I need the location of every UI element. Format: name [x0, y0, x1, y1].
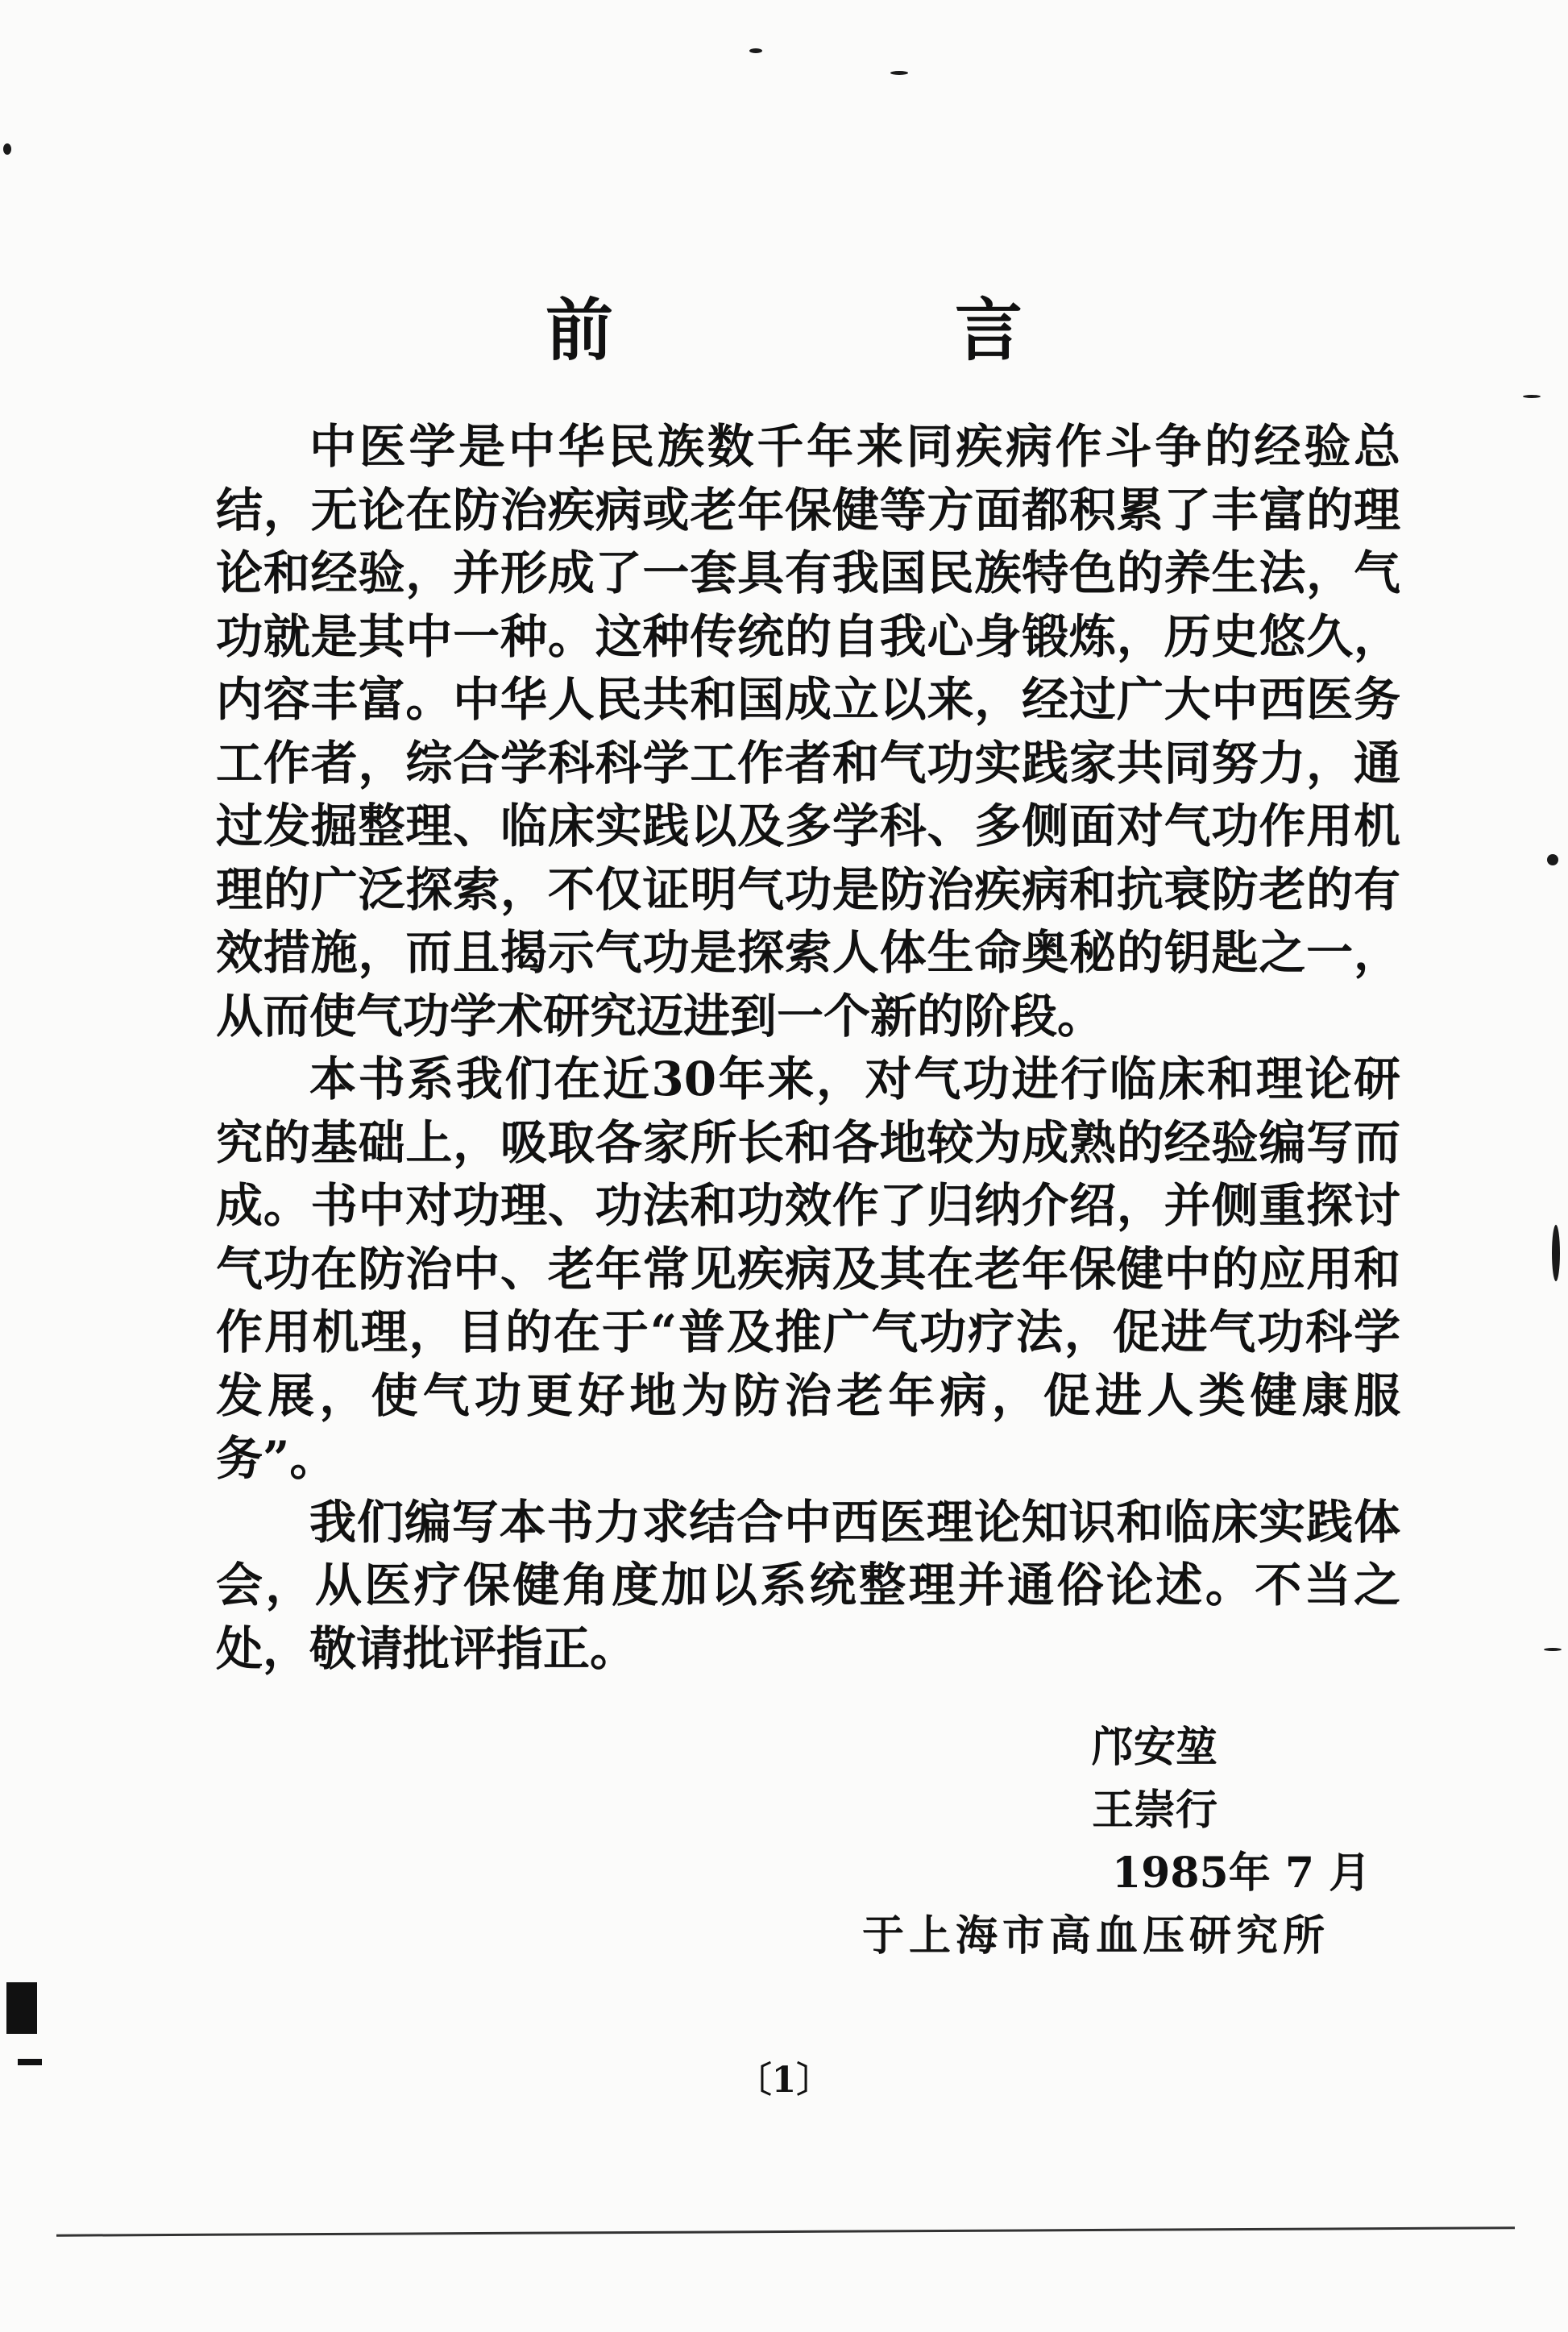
page-bottom-rule: [56, 2226, 1515, 2236]
author-name-1: 邝安堃: [1092, 1723, 1218, 1772]
scan-speck: [1547, 854, 1558, 865]
signature-place: 于上海市高血压研究所: [862, 1911, 1330, 1961]
scan-speck: [3, 143, 11, 155]
page-title: 前 言: [545, 290, 1159, 370]
paragraph-1: 中医学是中华民族数千年来同疾病作斗争的经验总结，无论在防治疾病或老年保健等方面都积累了丰富的理论和经验，并形成了一套具有我国民族特色的养生法，气功就是其中一种。这种传统的自我心身锻炼，历史悠久，内容丰富。中华人民共和国成立以来，经过广大中西医务工作者，综合学科科学工作者和气功实践家共同努力，通过发掘整理、临床实践以及多学科、多侧面对气功作用机理的广泛探索，不仅证明气功是防治疾病和抗衰防老的有效措施，而且揭示气功是探索人体生命奥秘的钥匙之一，从而使气功学术研究迈进到一个新的阶段。: [216, 419, 1400, 1044]
scan-speck: [749, 48, 762, 53]
paragraph-2: 本书系我们在近30年来，对气功进行临床和理论研究的基础上，吸取各家所长和各地较为成熟的经验编写而成。书中对功理、功法和功效作了归纳介绍，并侧重探讨气功在防治中、老年常见疾病及其在老年保健中的应用和作用机理，目的在于“普及推广气功疗法，促进气功科学发展，使气功更好地为防治老年病，促进人类健康服务”。: [216, 1052, 1400, 1486]
author-name-2: 王崇行: [1092, 1786, 1218, 1835]
signature-date: 1985年 7 月: [1112, 1849, 1371, 1898]
scan-speck: [1544, 1648, 1562, 1651]
body-text: [216, 415, 1400, 1680]
paragraph-3: 我们编写本书力求结合中西医理论知识和临床实践体会，从医疗保健角度加以系统整理并通俗论述。不当之处，敬请批评指正。: [216, 1494, 1400, 1676]
scan-speck: [890, 71, 908, 75]
scan-speck: [1552, 1225, 1560, 1281]
binding-mark: [6, 1982, 37, 2034]
page-number: 〔1〕: [736, 2060, 832, 2101]
scan-speck: [1523, 395, 1541, 398]
